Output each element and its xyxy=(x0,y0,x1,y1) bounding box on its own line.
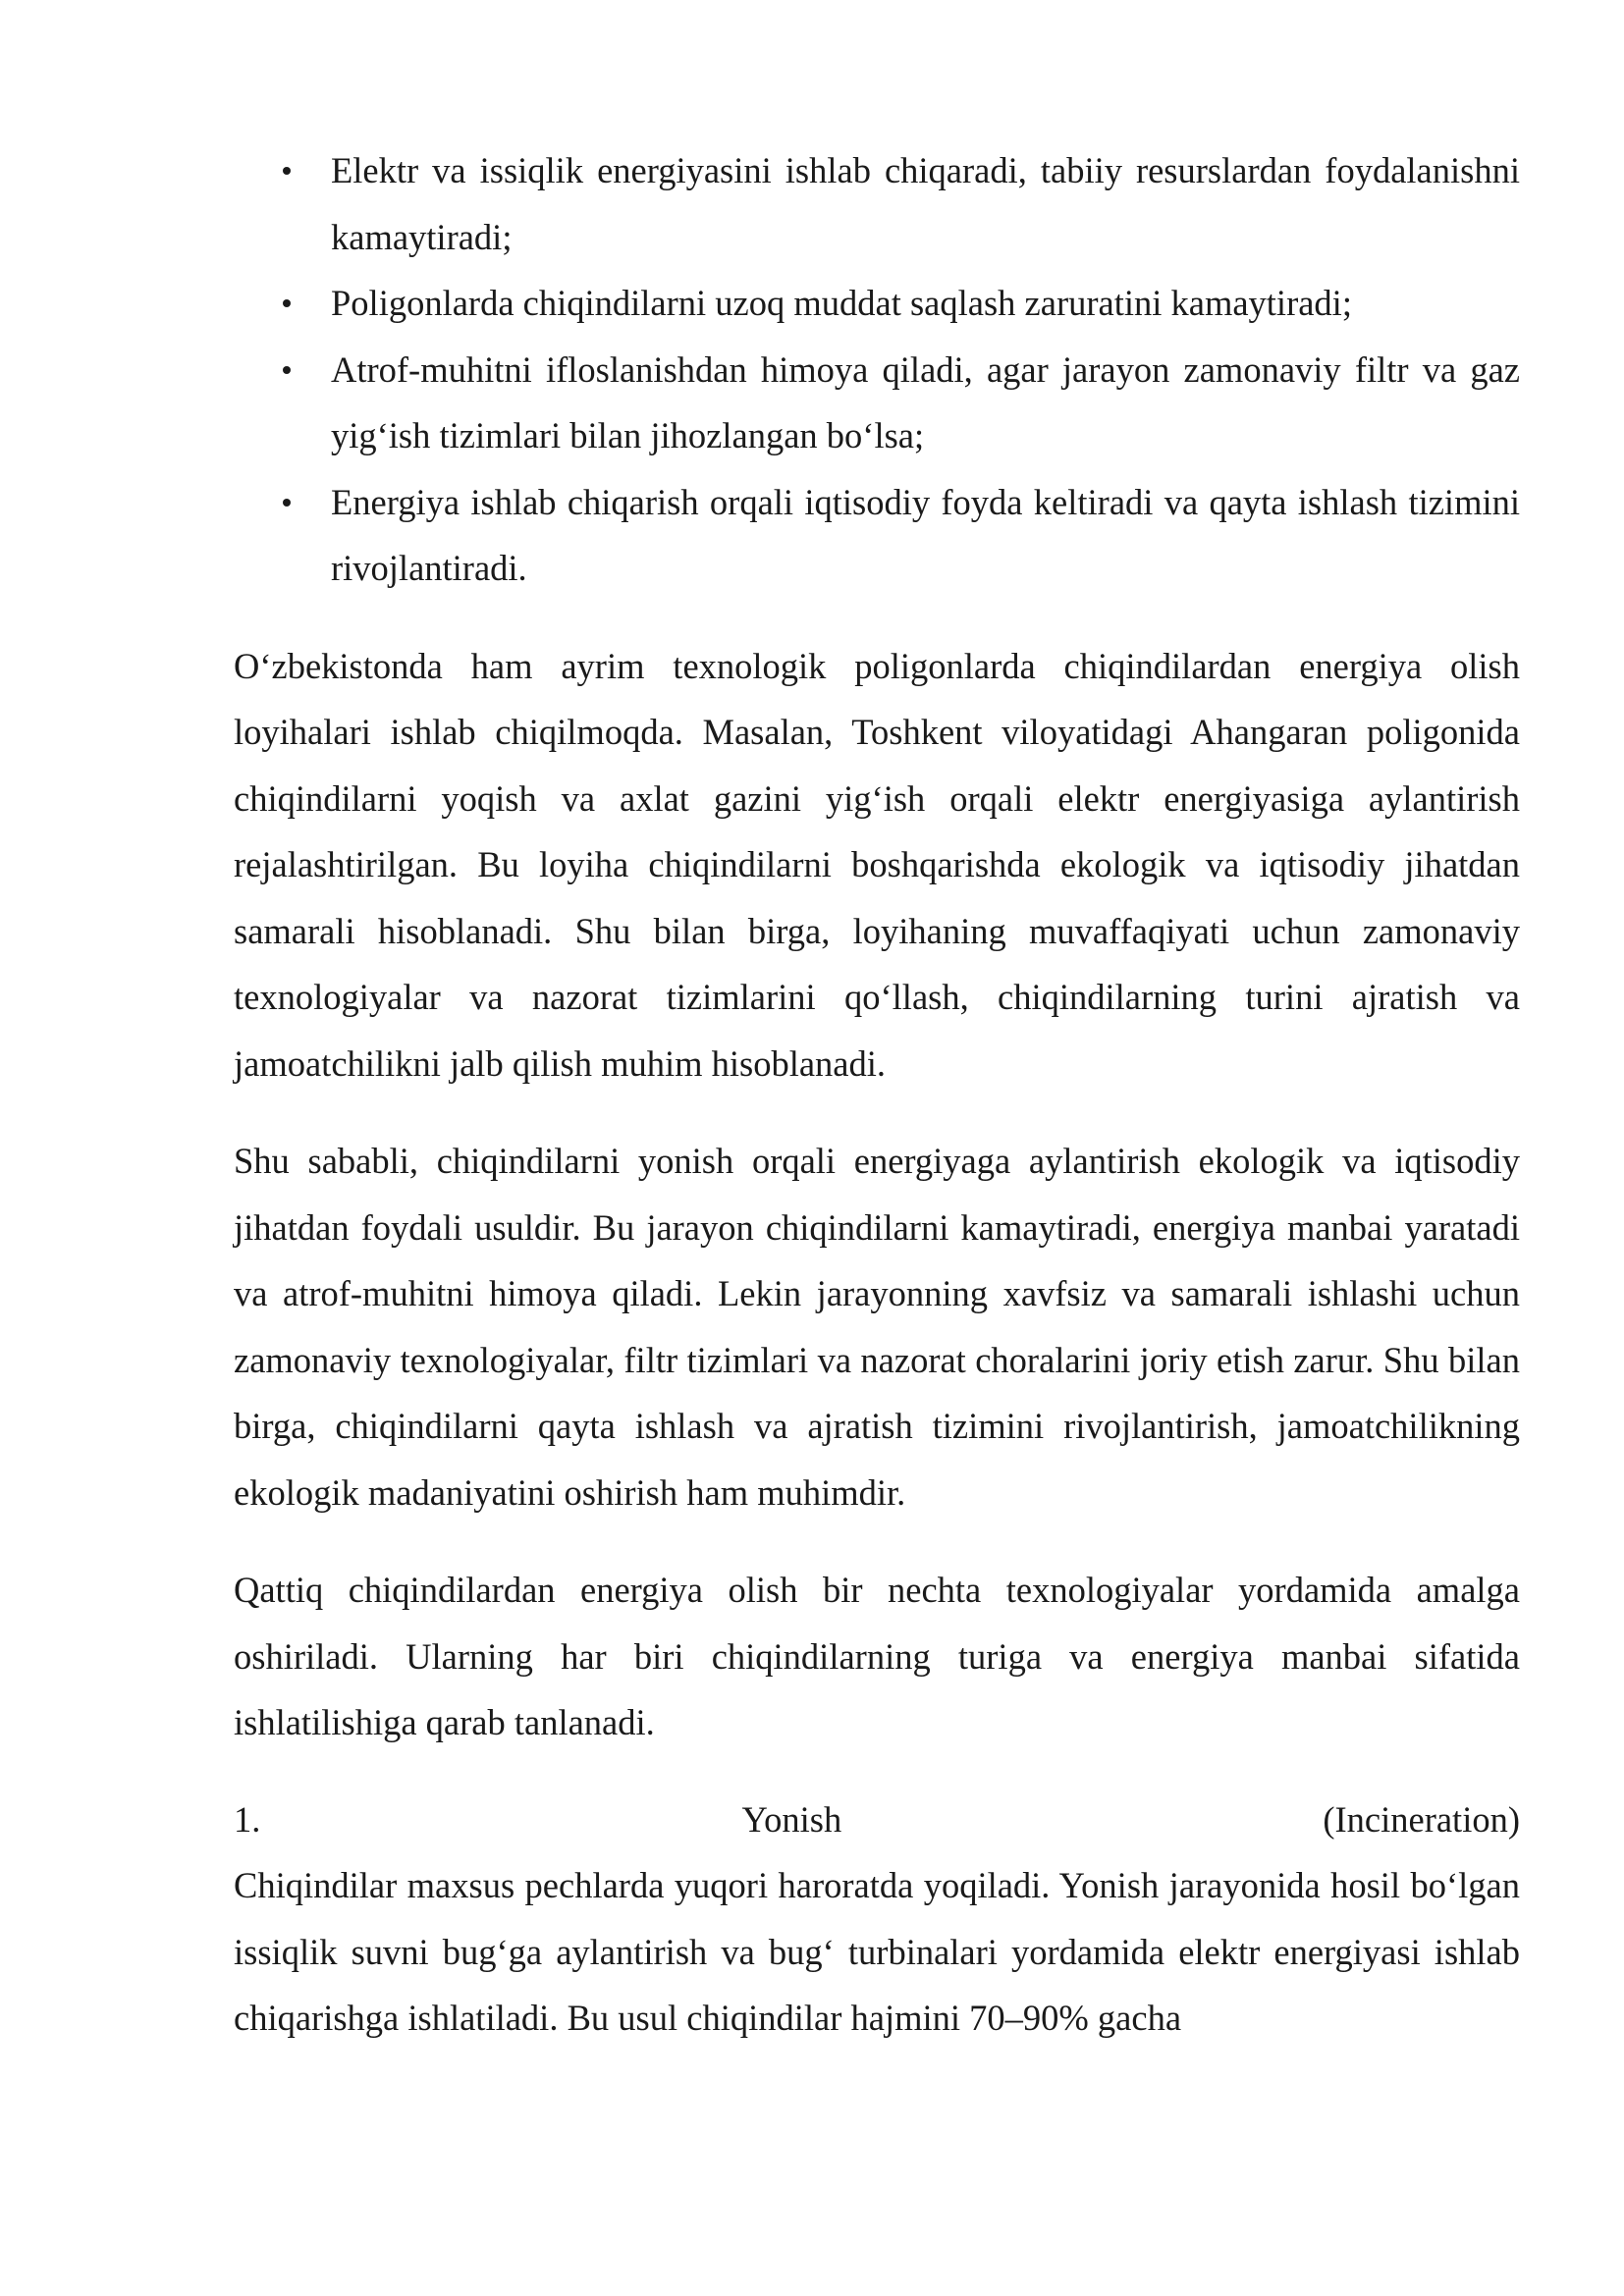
section-heading xyxy=(234,1787,1520,1853)
bullet-text: Energiya ishlab chiqarish orqali iqtisodiy foyda keltiradi va qayta ishlash tizimini rivojlantiradi. xyxy=(331,481,1520,588)
bullet-item xyxy=(331,337,1520,469)
section-subtitle: (Incineration) xyxy=(1323,1798,1520,1840)
paragraph-uzbekistan-projects: O‘zbekistonda ham ayrim texnologik poligonlarda chiqindilardan energiya olish loyihalari ishlab chiqilmoqda. Masalan, Toshkent viloyatidagi Ahangaran poligonida chiqindilarni yoqish va axlat gazini yig‘ish orqali elektr energiyasiga aylantirish rejalashtirilgan. Bu loyiha chiqindilarni boshqarishda ekologik va iqtisodiy jihatdan samarali hisoblanadi. Shu bilan birga, loyihaning muvaffaqiyati uchun zamonaviy texnologiyalar va nazorat tizimlarini qo‘llash, chiqindilarning turini ajratish va jamoatchilikni jalb qilish muhim hisoblanadi. xyxy=(234,645,1520,1084)
bullet-text: Atrof-muhitni ifloslanishdan himoya qiladi, agar jarayon zamonaviy filtr va gaz yig‘ish tizimlari bilan jihozlangan bo‘lsa; xyxy=(331,348,1520,455)
bullet-icon xyxy=(283,167,291,175)
paragraph-technologies-intro: Qattiq chiqindilardan energiya olish bir nechta texnologiyalar yordamida amalga oshiriladi. Ularning har biri chiqindilarning turiga va energiya manbai sifatida ishlatilishiga qarab tanlanadi. xyxy=(234,1570,1520,1742)
bullet-icon xyxy=(283,366,291,374)
section-body: Chiqindilar maxsus pechlarda yuqori haroratda yoqiladi. Yonish jarayonida hosil bo‘lgan issiqlik suvni bug‘ga aylantirish va bug‘ turbinalari yordamida elektr energiyasi ishlab chiqarishga ishlatiladi. Bu usul chiqindilar hajmini 70–90% gacha xyxy=(234,1865,1520,2038)
bullet-item xyxy=(331,137,1520,270)
bullet-icon xyxy=(283,299,291,307)
bullet-text: Poligonlarda chiqindilarni uzoq muddat saqlash zaruratini kamaytiradi; xyxy=(331,283,1352,323)
paragraph-conclusion: Shu sababli, chiqindilarni yonish orqali energiyaga aylantirish ekologik va iqtisodiy jihatdan foydali usuldir. Bu jarayon chiqindilarni kamaytiradi, energiya manbai yaratadi va atrof-muhitni himoya qiladi. Lekin jarayonning xavfsiz va samarali ishlashi uchun zamonaviy texnologiyalar, filtr tizimlari va nazorat choralarini joriy etish zarur. Shu bilan birga, chiqindilarni qayta ishlash va ajratish tizimini rivojlantirish, jamoatchilikning ekologik madaniyatini oshirish ham muhimdir. xyxy=(234,1141,1520,1513)
bullet-text: Elektr va issiqlik energiyasini ishlab chiqaradi, tabiiy resurslardan foydalanishni kamaytiradi; xyxy=(331,150,1520,257)
document-page xyxy=(234,137,1520,2052)
bullet-list xyxy=(234,137,1520,602)
bullet-icon xyxy=(283,499,291,507)
bullet-item xyxy=(331,469,1520,602)
bullet-item xyxy=(331,270,1520,337)
section-title: Yonish xyxy=(741,1798,842,1840)
section-number: 1. xyxy=(234,1798,261,1840)
